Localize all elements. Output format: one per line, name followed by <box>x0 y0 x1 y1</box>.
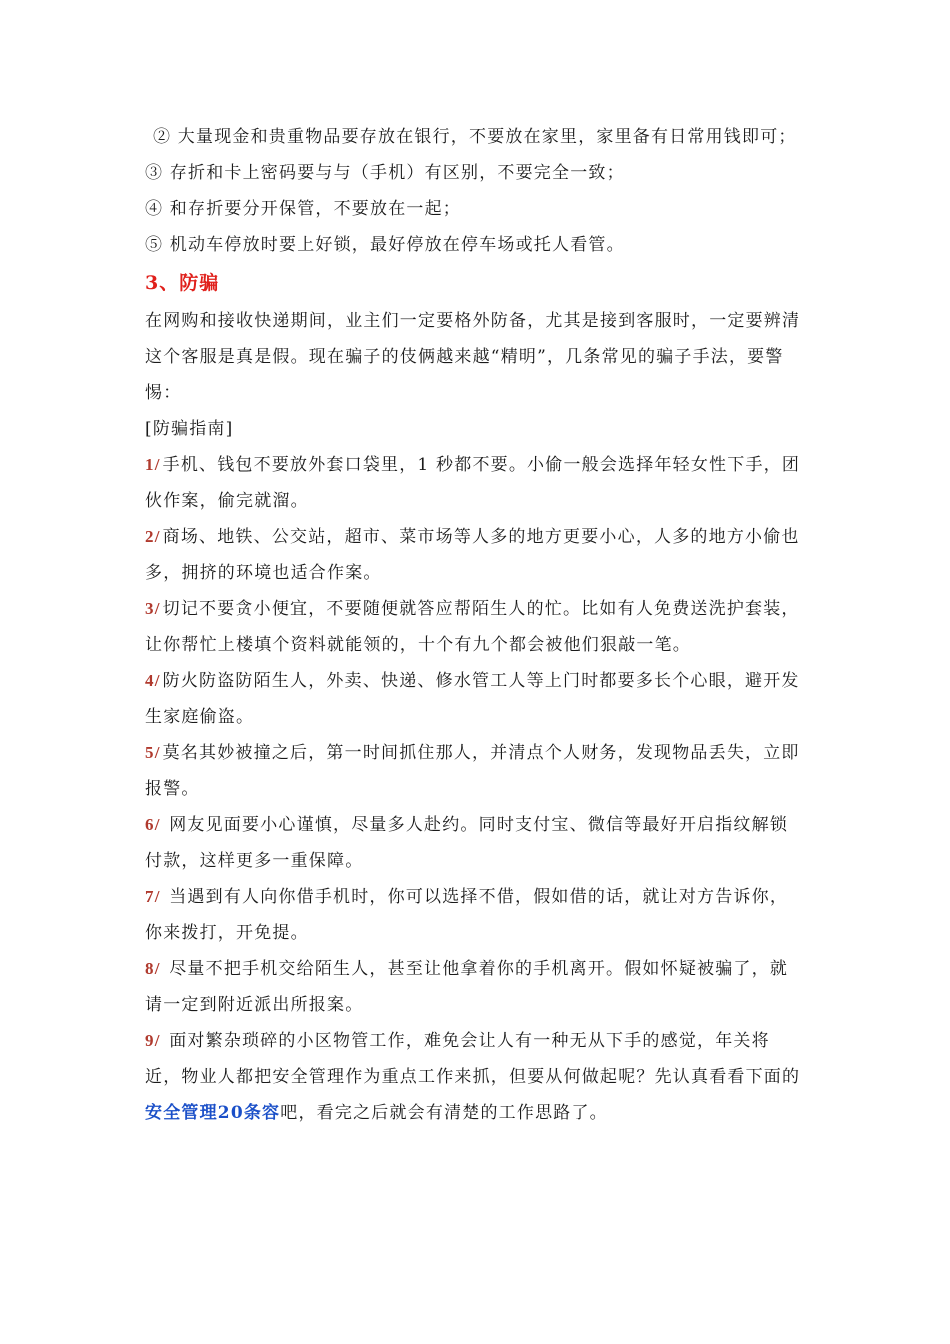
guide-title: [防骗指南] <box>145 419 234 439</box>
tip-text-end: 吧，看完之后就会有清楚的工作思路了。 <box>280 1103 608 1123</box>
tip-text: 网友见面要小心谨慎，尽量多人赴约。同时支付宝、微信等最好开启指纹解锁付款，这样更多一重保障。 <box>145 815 789 871</box>
tip-number: 6/ <box>145 815 161 834</box>
tip-text: 当遇到有人向你借手机时，你可以选择不借，假如借的话，就让对方告诉你，你来拨打，开免提。 <box>145 887 789 943</box>
tip-text: 防火防盗防陌生人，外卖、快递、修水管工人等上门时都要多长个心眼，避开发生家庭偷盗。 <box>145 671 800 727</box>
section-heading: 3、防骗 <box>145 272 220 294</box>
tip-number: 7/ <box>145 887 161 906</box>
tip-number: 4/ <box>145 671 161 690</box>
tip-item <box>145 591 805 663</box>
section-intro: 在网购和接收快递期间，业主们一定要格外防备，尤其是接到客服时，一定要辨清这个客服是真是假。现在骗子的伎俩越来越“精明”，几条常见的骗子手法，要警惕： <box>145 311 801 403</box>
tip-item <box>145 807 805 879</box>
document-page <box>145 119 805 1131</box>
tip-number: 3/ <box>145 599 161 618</box>
tip-number: 9/ <box>145 1031 161 1050</box>
tip-item-9 <box>145 1023 805 1131</box>
highlight-link[interactable]: 安全管理20条容 <box>145 1103 281 1123</box>
tip-text: 商场、地铁、公交站，超市、菜市场等人多的地方更要小心，人多的地方小偷也多，拥挤的环境也适合作案。 <box>145 527 800 583</box>
tip-item <box>145 879 805 951</box>
tip-item <box>145 951 805 1023</box>
list-item-2: ② 大量现金和贵重物品要存放在银行，不要放在家里，家里备有日常用钱即可； <box>153 127 797 147</box>
tip-item <box>145 663 805 735</box>
tip-number: 2/ <box>145 527 161 546</box>
list-item-3: ③ 存折和卡上密码要与与（手机）有区别，不要完全一致； <box>145 163 625 183</box>
list-item-5: ⑤ 机动车停放时要上好锁，最好停放在停车场或托人看管。 <box>145 235 625 255</box>
tip-text: 面对繁杂琐碎的小区物管工作，难免会让人有一种无从下手的感觉，年关将近，物业人都把安全管理作为重点工作来抓，但要从何做起呢？先认真看看下面的 <box>145 1031 801 1087</box>
tip-text: 手机、钱包不要放外套口袋里，1 秒都不要。小偷一般会选择年轻女性下手，团伙作案，偷完就溜。 <box>145 455 801 511</box>
tip-item <box>145 447 805 519</box>
tip-item <box>145 735 805 807</box>
list-item-4: ④ 和存折要分开保管，不要放在一起； <box>145 199 462 219</box>
tip-text: 莫名其妙被撞之后，第一时间抓住那人，并清点个人财务，发现物品丢失，立即报警。 <box>145 743 800 799</box>
tip-number: 1/ <box>145 455 161 474</box>
tip-number: 5/ <box>145 743 161 762</box>
tip-text: 尽量不把手机交给陌生人，甚至让他拿着你的手机离开。假如怀疑被骗了，就请一定到附近派出所报案。 <box>145 959 789 1015</box>
tip-text: 切记不要贪小便宜，不要随便就答应帮陌生人的忙。比如有人免费送洗护套装，让你帮忙上楼填个资料就能领的，十个有九个都会被他们狠敲一笔。 <box>145 599 800 655</box>
tip-item <box>145 519 805 591</box>
tip-number: 8/ <box>145 959 161 978</box>
